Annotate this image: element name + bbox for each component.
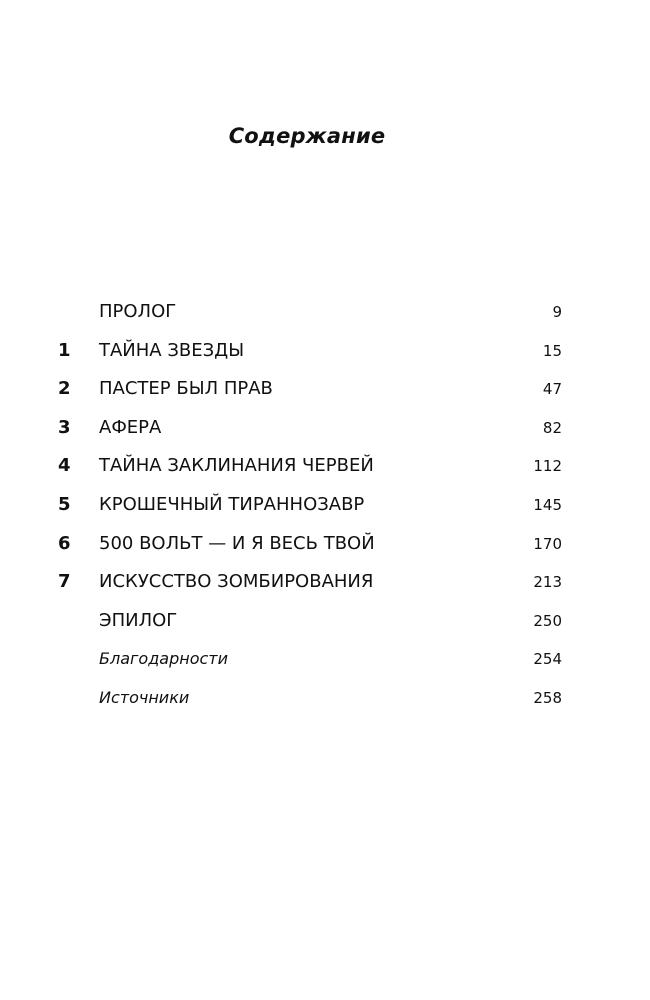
toc-entry — [58, 293, 562, 332]
toc-entry-number: 2 — [58, 378, 71, 400]
toc-list — [58, 293, 562, 718]
toc-entry-label: КРОШЕЧНЫЙ ТИРАННОЗАВР — [99, 493, 365, 515]
toc-entry-label: ПАСТЕР БЫЛ ПРАВ — [99, 378, 273, 400]
toc-entry-label: Благодарности — [99, 649, 228, 669]
toc-entry — [58, 563, 562, 602]
toc-entry — [58, 332, 562, 371]
toc-entry-number: 1 — [58, 339, 71, 361]
toc-title: Содержание — [228, 124, 386, 148]
toc-entry-label: ПРОЛОГ — [99, 301, 177, 322]
toc-entry — [58, 370, 562, 409]
toc-entry — [58, 486, 562, 525]
toc-entry-page: 145 — [533, 495, 562, 514]
toc-entry — [58, 525, 562, 564]
toc-entry-page: 254 — [533, 650, 562, 669]
toc-entry-page: 213 — [533, 573, 562, 592]
toc-entry-label: ИСКУССТВО ЗОМБИРОВАНИЯ — [99, 571, 374, 593]
toc-entry-page: 47 — [542, 380, 562, 399]
toc-entry-number: 4 — [58, 455, 71, 477]
toc-entry-label: АФЕРА — [99, 416, 162, 438]
toc-entry-page: 9 — [552, 303, 562, 321]
toc-entry — [58, 409, 562, 448]
toc-entry-number: 6 — [58, 532, 71, 554]
toc-entry-number: 7 — [58, 571, 71, 593]
toc-entry — [58, 602, 562, 641]
toc-entry-page: 15 — [542, 341, 562, 360]
toc-entry — [58, 679, 562, 718]
toc-entry-page: 82 — [542, 418, 562, 437]
toc-entry-number: 5 — [58, 493, 71, 515]
toc-entry-label: Источники — [99, 687, 190, 707]
toc-entry-page: 170 — [533, 534, 562, 553]
toc-entry-number: 3 — [58, 416, 71, 438]
toc-entry-label: ТАЙНА ЗАКЛИНАНИЯ ЧЕРВЕЙ — [99, 455, 374, 477]
toc-entry — [58, 640, 562, 679]
toc-entry — [58, 447, 562, 486]
toc-entry-label: ЭПИЛОГ — [99, 609, 178, 631]
toc-entry-label: 500 ВОЛЬТ — И Я ВЕСЬ ТВОЙ — [99, 532, 375, 554]
toc-entry-label: ТАЙНА ЗВЕЗДЫ — [99, 339, 245, 361]
toc-entry-page: 250 — [533, 611, 562, 630]
toc-entry-page: 112 — [533, 457, 562, 476]
toc-entry-page: 258 — [533, 688, 562, 707]
